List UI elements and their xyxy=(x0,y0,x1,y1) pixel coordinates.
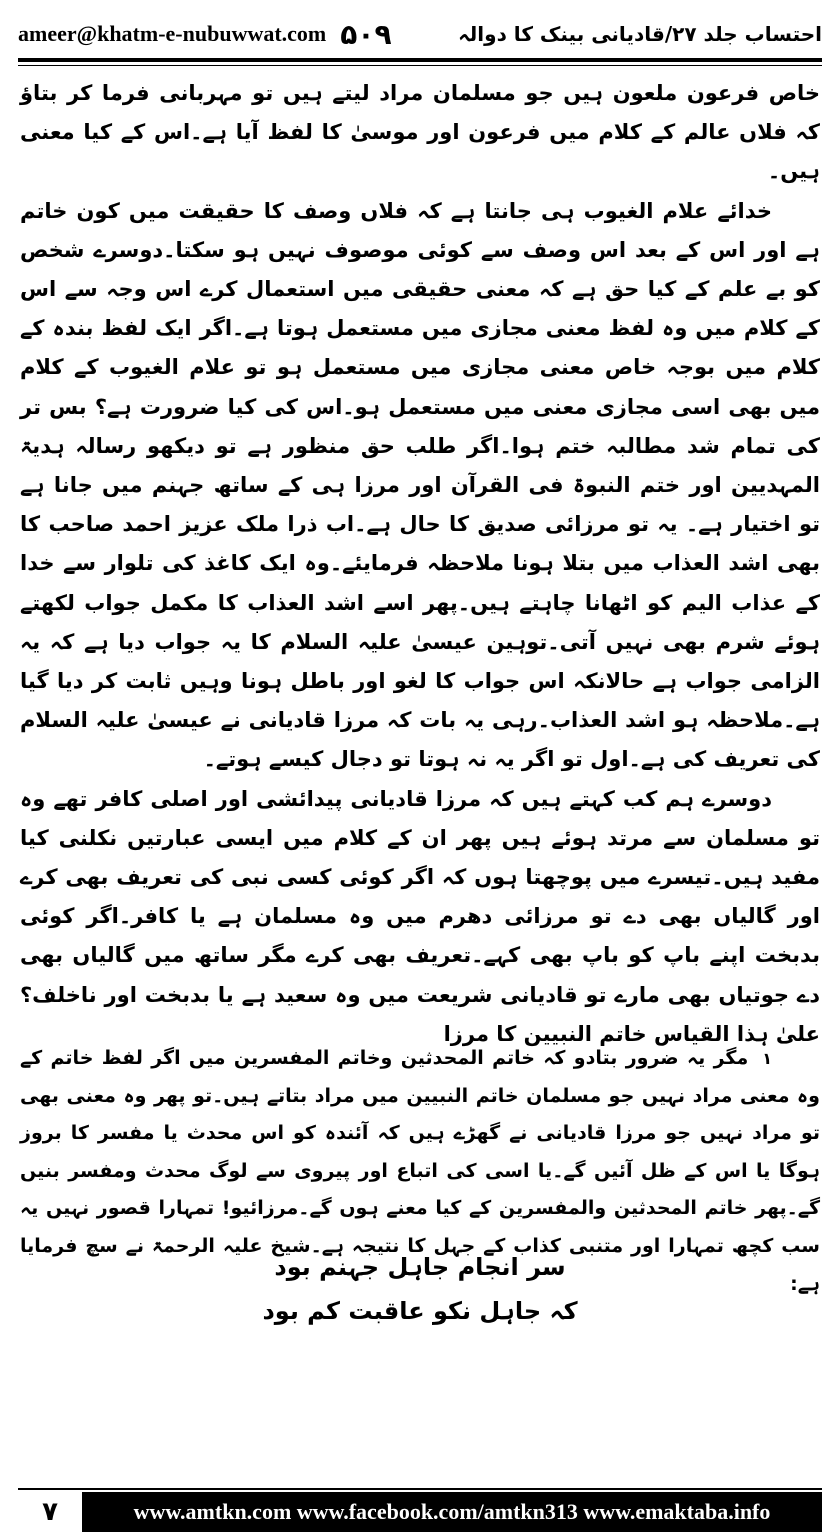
header-left xyxy=(18,18,392,51)
verse-line-1: سر انجام جاہل جہنم بود xyxy=(274,1253,566,1281)
page-number: ۵۰۹ xyxy=(340,17,392,51)
paragraph-1: خاص فرعون ملعون ہیں جو مسلمان مراد لیتے ہیں تو مہربانی فرما کر بتاؤ کہ فلاں عالم کے کلام میں فرعون اور موسیٰ کا لفظ آیا ہے۔اس کے کیا معنی ہیں۔ xyxy=(20,81,820,184)
footnote-text: مگر یہ ضرور بتادو کہ خاتم المحدثین وخاتم المفسرین میں اگر لفظ خاتم کے وہ معنی مراد نہیں جو مسلمان خاتم النبیین میں مراد بتاتے ہیں۔تو پھر وہ معنی بھی تو مراد نہیں جو مرزا قادیانی نے گھڑے ہیں کہ آئندہ کو اس محدث یا مفسر کا بروز ہوگا یا اس کے ظل آئیں گے۔یا اسی کی اتباع اور پیروی سے لوگ محدث ومفسر بنیں گے۔پھر خاتم المحدثین والمفسرین کے کیا معنے ہوں گے۔مرزائیو! تمہارا قصور نہیں یہ سب کچھ تمہارا اور متنبی کذاب کے جہل کا نتیجہ ہے۔شیخ علیہ الرحمۃ نے سچ فرمایا ہے: xyxy=(20,1047,820,1295)
paragraph-2: خدائے علام الغیوب ہی جانتا ہے کہ فلاں وصف کا حقیقت میں کون خاتم ہے اور اس کے بعد اس وصف سے کوئی موصوف نہیں ہو سکتا۔دوسرے شخص کو بے علم کے کیا حق ہے کہ معنی حقیقی میں استعمال کرے اس وجہ سے اس کے کلام میں وہ لفظ معنی مجازی میں مستعمل ہوتا ہے۔اگر ایک لفظ بندہ کے کلام میں بوجہ خاص معنی مجازی میں مستعمل ہو تو علام الغیوب کے کلام میں بھی اسی مجازی معنی میں مستعمل ہو۔اس کی کیا ضرورت ہے؟ بس تر کی تمام شد مطالبہ ختم ہوا۔اگر طلب حق منظور ہے تو دیکھو رسالہ ہدیۃ المہدیین اور ختم النبوۃ فی القرآن اور مرزا ہی کے ساتھ جہنم میں جانا ہے تو اختیار ہے۔ یہ تو مرزائی صدیق کا حال ہے۔اب ذرا ملک عزیز احمد صاحب کا بھی اشد العذاب میں بتلا ہونا ملاحظہ فرمایئے۔وہ ایک کاغذ کی تلوار سے خدا کے عذاب الیم کو اٹھانا چاہتے ہیں۔پھر اسے اشد العذاب کا مکمل جواب لکھتے ہوئے شرم بھی نہیں آتی۔توہین عیسیٰ علیہ السلام کا یہ جواب دیا ہے کہ یہ الزامی جواب ہے حالانکہ اس جواب کا لغو اور باطل ہونا وہیں ثابت کر دیا گیا ہے۔ملاحظہ ہو اشد العذاب۔رہی یہ بات کہ مرزا قادیانی نے عیسیٰ علیہ السلام کی تعریف کی ہے۔اول تو اگر یہ نہ ہوتا تو دجال کیسے ہوتے۔ xyxy=(20,198,820,772)
paragraph-3: دوسرے ہم کب کہتے ہیں کہ مرزا قادیانی پیدائشی اور اصلی کافر تھے وہ تو مسلمان سے مرتد ہوئے ہیں پھر ان کے کلام میں ایسی عبارتیں نکلنی کیا مفید ہیں۔تیسرے میں پوچھتا ہوں کہ اگر کوئی کسی نبی کی تعریف بھی کرے اور گالیاں بھی دے تو مرزائی دھرم میں وہ مسلمان ہے یا کافر۔اگر کوئی بدبخت اپنے باپ کو باپ بھی کہے۔تعریف بھی کرے مگر ساتھ میں گالیاں بھی دے جوتیاں بھی مارے تو قادیانی شریعت میں وہ سعید ہے یا بدبخت اور ناخلف؟ علیٰ ہذا القیاس خاتم النبیین کا مرزا xyxy=(20,786,820,1046)
footnote-marker: ۱ xyxy=(762,1049,772,1068)
page-header xyxy=(18,14,822,54)
footer-number: ۷ xyxy=(42,1497,58,1527)
header-rule-thin xyxy=(18,65,822,66)
main-text xyxy=(20,74,820,1054)
footer-rule xyxy=(18,1488,822,1490)
running-title: احتساب جلد ۲۷/قادیانی بینک کا دوالہ xyxy=(458,22,822,46)
header-rule-thick xyxy=(18,58,822,62)
page-footer xyxy=(18,1492,822,1532)
persian-verse xyxy=(20,1245,820,1333)
verse-line-2: کہ جاہل نکو عاقبت کم بود xyxy=(262,1297,578,1325)
header-email: ameer@khatm-e-nubuwwat.com xyxy=(18,21,327,46)
footer-links: www.amtkn.com www.facebook.com/amtkn313 www.emaktaba.info xyxy=(82,1492,822,1532)
